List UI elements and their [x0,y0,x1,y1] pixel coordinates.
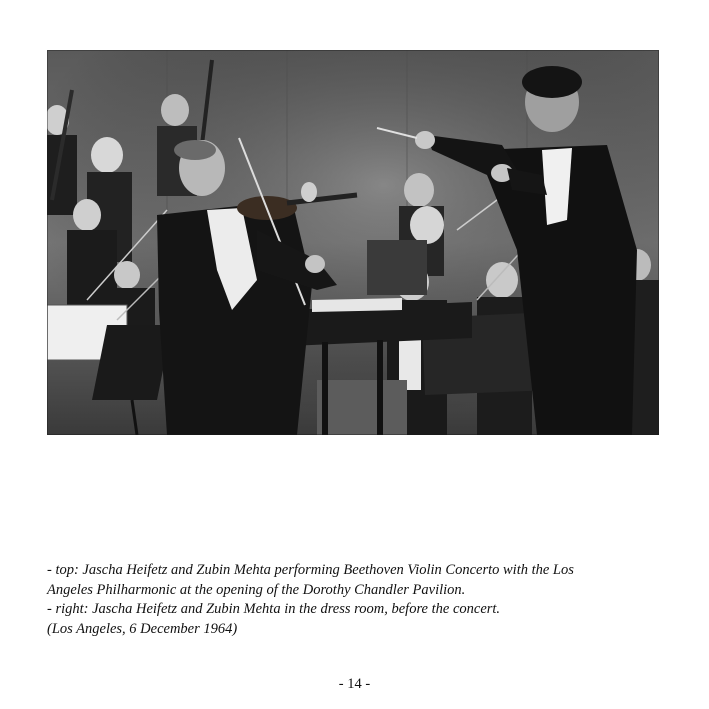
caption-line: - top: Jascha Heifetz and Zubin Mehta performing Beethoven Violin Concerto with the Los [47,562,574,578]
concert-photograph-illustration [47,50,659,435]
caption-line: (Los Angeles, 6 December 1964) [47,620,238,637]
caption-line: Angeles Philharmonic at the opening of the Dorothy Chandler Pavilion. [47,581,466,598]
page-number: - 14 - [338,676,371,692]
concert-photograph [47,50,659,435]
photo-caption [47,561,667,639]
caption-line: - right: Jascha Heifetz and Zubin Mehta in the dress room, before the concert. [47,601,501,617]
